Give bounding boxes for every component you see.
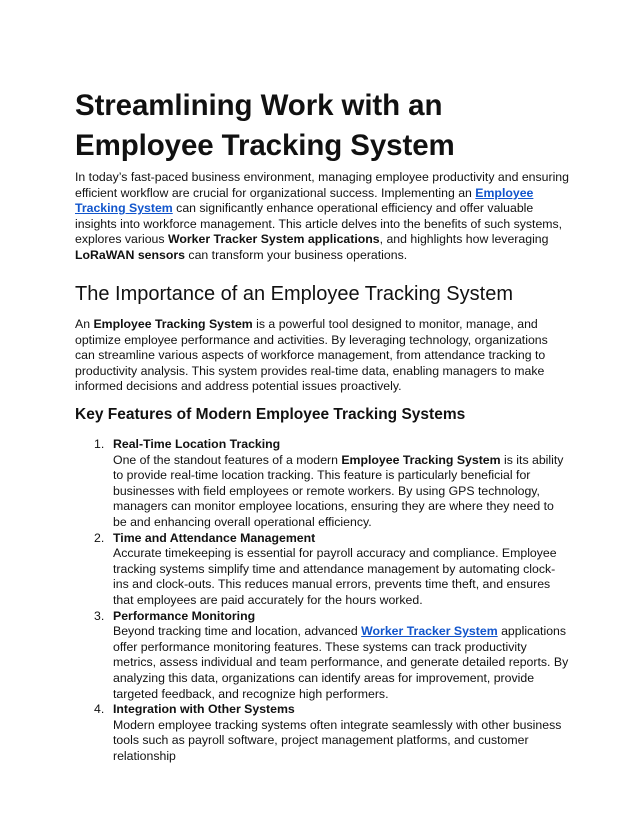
list-item-title: Real-Time Location Tracking <box>113 437 281 451</box>
list-item-number: 4. <box>94 702 105 717</box>
list-item-title: Performance Monitoring <box>113 608 256 623</box>
list-item-text: Beyond tracking time and location, advanced <box>113 624 362 639</box>
list-item-title: Integration with Other Systems <box>113 702 295 717</box>
importance-paragraph <box>75 317 570 395</box>
intro-text-2: can significantly enhance operational efficiency and offer valuable insights into workforce management. This article delves into the benefits of such systems, explores various <box>75 201 563 247</box>
list-item-text: is its ability to provide real-time location tracking. This feature is particularly beneficial for businesses with field employees or remote workers. By using GPS technology, managers can monitor employee locations, ensuring they are where they need to be and enhancing overall operational efficiency. <box>113 452 564 529</box>
intro-text-3: , and highlights how leveraging <box>379 232 549 247</box>
list-item <box>75 609 570 703</box>
intro-paragraph <box>75 170 570 264</box>
worker-tracker-system-link[interactable]: Worker Tracker System <box>361 624 498 639</box>
importance-text-2: is a powerful tool designed to monitor, manage, and optimize employee performance and activities. By leveraging technology, organizations can streamline various aspects of workforce management, from attendance tracking to productivity analysis. This system provides real-time data, enabling managers to make informed decisions and address potential issues proactively. <box>75 317 548 394</box>
intro-bold-1: Worker Tracker System applications <box>167 232 380 247</box>
list-item-text: applications offer performance monitoring features. These systems can track productivity metrics, assess individual and team performance, and generate detailed reports. By analyzing this data, organizations can identify areas for improvement, provide targeted feedback, and recognize high performers. <box>113 624 569 701</box>
intro-text-1: In today’s fast-paced business environment, managing employee productivity and ensuring efficient workflow are crucial for organizational success. Implementing an <box>75 170 569 200</box>
importance-bold-1: Employee Tracking System <box>93 317 253 331</box>
list-item-title: Time and Attendance Management <box>113 530 316 545</box>
list-item-bold: Employee Tracking System <box>341 452 501 467</box>
list-item-number: 3. <box>94 608 105 623</box>
page-title: Streamlining Work with an Employee Tracking System <box>75 89 455 162</box>
list-item-text: Accurate timekeeping is essential for payroll accuracy and compliance. Employee tracking systems simplify time and attendance management by automating clock-ins and clock-outs. This reduces manual errors, prevents time theft, and ensures that employees are paid accurately for the hours worked. <box>113 546 557 607</box>
list-item-number: 1. <box>94 437 105 451</box>
list-item <box>75 702 570 764</box>
section-heading-importance: The Importance of an Employee Tracking System <box>75 283 513 305</box>
section-heading-key-features: Key Features of Modern Employee Tracking Systems <box>75 406 466 423</box>
list-item-number: 2. <box>94 530 105 545</box>
intro-bold-2: LoRaWAN sensors <box>75 247 186 262</box>
list-item-text: Modern employee tracking systems often integrate seamlessly with other business tools such as payroll software, project management platforms, and customer relationship <box>113 717 562 763</box>
list-item <box>75 437 570 531</box>
features-list <box>75 437 570 764</box>
intro-text-4: can transform your business operations. <box>185 247 408 262</box>
importance-text-1: An <box>75 317 94 331</box>
employee-tracking-system-link[interactable]: Employee Tracking System <box>75 185 534 216</box>
list-item <box>75 531 570 609</box>
list-item-text: One of the standout features of a modern <box>113 452 342 467</box>
